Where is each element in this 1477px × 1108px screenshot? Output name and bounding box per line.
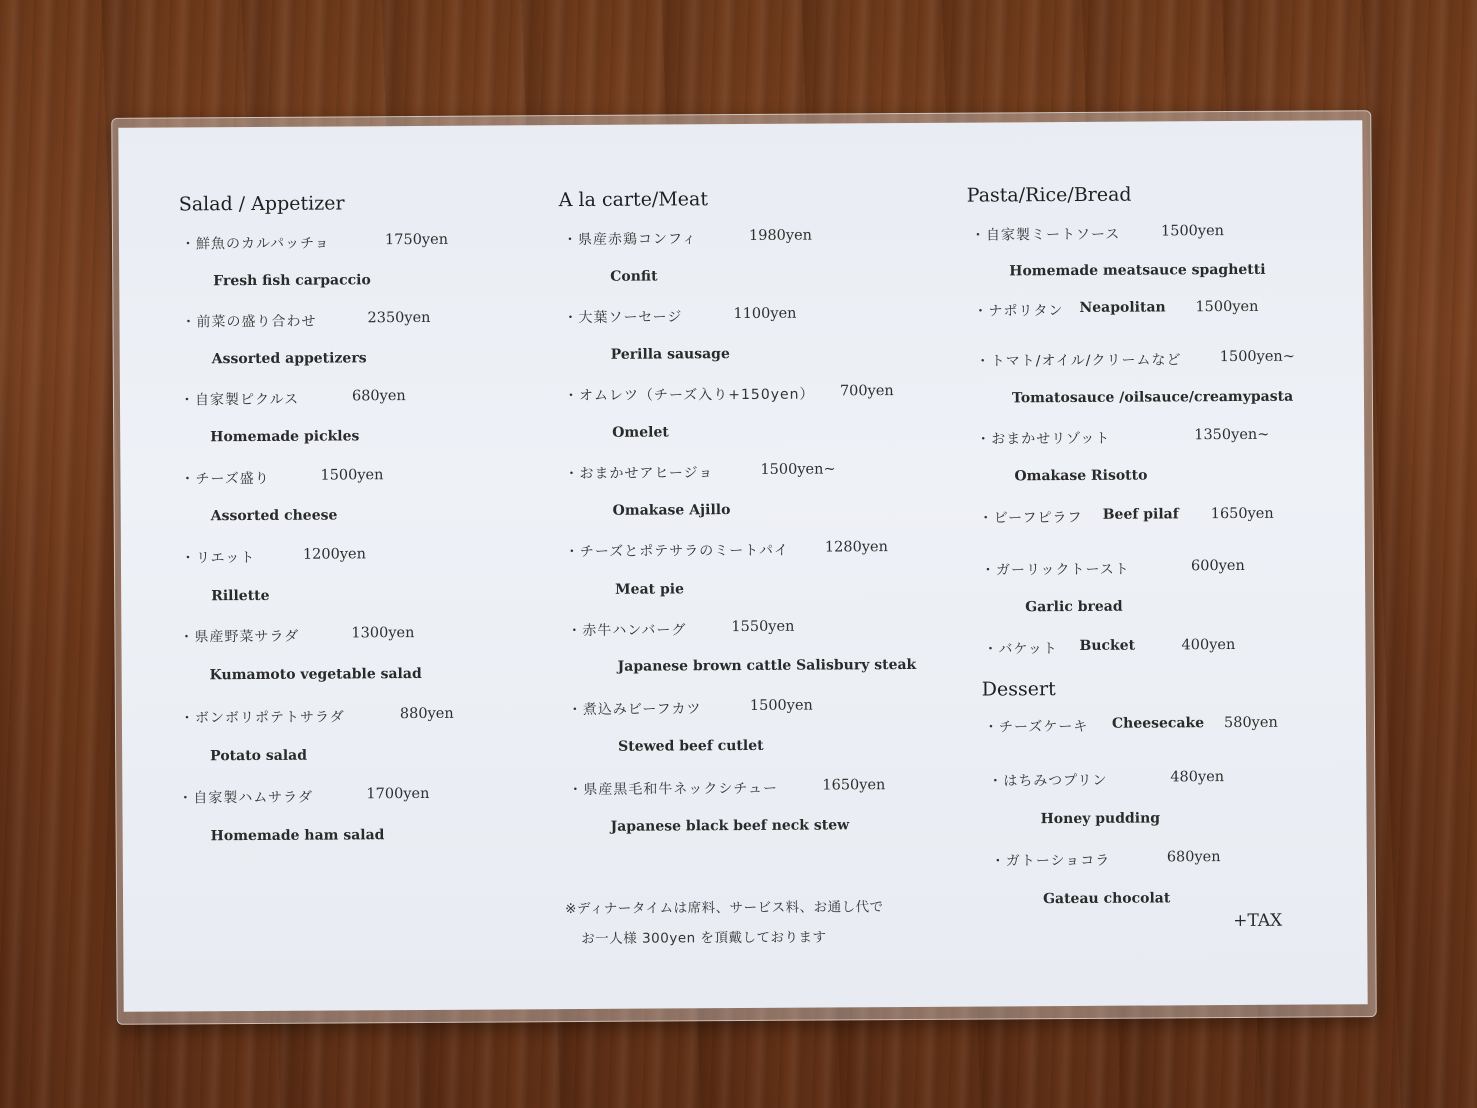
menu-item-price: 1100yen — [733, 305, 797, 323]
menu-item-en: Japanese brown cattle Salisbury steak — [617, 656, 917, 675]
menu-item-price: 1500yen — [749, 697, 813, 714]
menu-item-jp: ・鮮魚のカルパッチョ — [180, 235, 330, 253]
menu-item-en: Fresh fish carpaccio — [213, 272, 371, 290]
menu-item-jp: ・ガーリックトースト — [980, 561, 1130, 579]
menu-item-en: Gateau chocolat — [1042, 890, 1171, 908]
menu-item-price: 1300yen — [351, 625, 415, 642]
menu-item-price: 1500yen — [1160, 223, 1225, 240]
tax-note: +TAX — [1233, 910, 1283, 932]
menu-item-price: 1650yen — [1210, 505, 1274, 523]
section-heading-dessert: Dessert — [981, 678, 1056, 701]
menu-item-en: Rillette — [211, 587, 270, 605]
menu-item-en: Homemade meatsauce spaghetti — [1009, 261, 1266, 280]
menu-item-en: Stewed beef cutlet — [618, 737, 764, 755]
menu-item-price: 1280yen — [824, 539, 888, 556]
menu-item-price: 480yen — [1170, 769, 1225, 786]
menu-item-jp: ・県産野菜サラダ — [179, 628, 300, 646]
menu-item-price: 580yen — [1223, 714, 1278, 732]
section-heading-pasta: Pasta/Rice/Bread — [966, 183, 1132, 207]
menu-item-price: 400yen — [1181, 636, 1236, 654]
section-heading-meat: A la carte/Meat — [558, 188, 709, 212]
menu-item-jp: ・ガトーショコラ — [990, 852, 1111, 870]
menu-item-jp: ・ボンボリポテトサラダ — [179, 709, 345, 727]
menu-item-price: 1650yen — [822, 777, 886, 794]
menu-item-en: Omelet — [612, 424, 669, 441]
menu-item-en-inline: Neapolitan — [1079, 299, 1166, 316]
section-heading-salad: Salad / Appetizer — [178, 192, 345, 216]
menu-item-jp: ・はちみつプリン — [988, 772, 1108, 790]
dinner-charge-note: お一人様 300yen を頂戴しております — [581, 929, 827, 947]
menu-item-en: Potato salad — [210, 747, 308, 765]
menu-item-en: Perilla sausage — [610, 346, 730, 363]
menu-item-jp: ・県産黒毛和牛ネックシチュー — [568, 780, 779, 799]
menu-item-price: 1700yen — [366, 785, 430, 803]
menu-item-jp: ・バケット — [983, 641, 1058, 658]
menu-item-jp: ・チーズケーキ — [983, 718, 1089, 736]
menu-item-jp: ・おまかせリゾット — [976, 430, 1111, 448]
menu-item-jp: ・オムレツ（チーズ入り+150yen） — [563, 386, 815, 405]
menu-item-jp: ・おまかせアヒージョ — [564, 465, 714, 483]
menu-item-jp: ・チーズ盛り — [180, 470, 270, 488]
menu-item-en: Assorted appetizers — [211, 350, 367, 368]
menu-item-jp: ・リエット — [180, 549, 256, 567]
menu-item-en: Confit — [610, 268, 658, 285]
menu-item-en: Japanese black beef neck stew — [610, 817, 850, 835]
menu-item-price: 1980yen — [748, 227, 813, 244]
menu-item-jp: ・大葉ソーセージ — [563, 309, 683, 327]
menu-item-jp: ・チーズとポテサラのミートパイ — [564, 542, 789, 561]
menu-item-en-inline: Beef pilaf — [1102, 506, 1179, 523]
menu-item-price: 680yen — [351, 388, 406, 405]
menu-item-jp: ・赤牛ハンバーグ — [567, 622, 687, 640]
menu-item-en: Homemade ham salad — [210, 827, 385, 845]
menu-item-en: Garlic bread — [1025, 598, 1123, 616]
menu-item-jp: ・前菜の盛り合わせ — [181, 313, 317, 331]
menu-item-jp: ・自家製ハムサラダ — [178, 789, 314, 807]
menu-item-price: 1200yen — [302, 546, 366, 563]
menu-item-price: 600yen — [1190, 557, 1245, 575]
menu-item-en: Omakase Risotto — [1014, 467, 1148, 485]
menu-item-en: Homemade pickles — [210, 428, 360, 446]
menu-item-price: 1750yen — [384, 231, 449, 249]
menu-item-en-inline: Cheesecake — [1111, 715, 1205, 732]
menu-item-price: 1350yen~ — [1194, 426, 1270, 444]
menu-item-en: Omakase Ajillo — [612, 502, 731, 519]
menu-item-price: 1550yen — [731, 618, 795, 636]
menu-item-price: 1500yen — [320, 467, 384, 484]
menu-item-en: Honey pudding — [1040, 810, 1161, 828]
menu-item-jp: ・自家製ピクルス — [179, 391, 300, 409]
menu-item-price: 1500yen — [1195, 298, 1259, 316]
menu-item-en: Tomatosauce /oilsauce/creamypasta — [1011, 388, 1294, 407]
menu-item-price: 880yen — [399, 705, 454, 723]
menu-item-jp: ・ナポリタン — [973, 303, 1064, 320]
menu-item-price: 680yen — [1166, 849, 1221, 866]
menu-item-en: Kumamoto vegetable salad — [209, 665, 422, 684]
menu-item-price: 1500yen~ — [760, 461, 836, 478]
dinner-charge-note: ※ディナータイムは席料、サービス料、お通し代で — [565, 899, 884, 918]
menu-sheet — [118, 120, 1367, 1012]
menu-item-en: Assorted cheese — [210, 507, 338, 525]
menu-item-en-inline: Bucket — [1079, 637, 1136, 654]
menu-item-price: 700yen — [839, 383, 894, 400]
menu-item-jp: ・ビーフピラフ — [978, 509, 1083, 527]
menu-item-jp: ・自家製ミートソース — [970, 226, 1121, 244]
menu-item-jp: ・トマト/オイル/クリームなど — [975, 352, 1182, 370]
menu-item-jp: ・煮込みビーフカツ — [567, 701, 702, 719]
menu-item-price: 2350yen — [367, 309, 431, 327]
menu-item-price: 1500yen~ — [1219, 348, 1295, 366]
menu-item-jp: ・県産赤鶏コンフィ — [562, 231, 697, 249]
menu-item-en: Meat pie — [615, 581, 685, 598]
